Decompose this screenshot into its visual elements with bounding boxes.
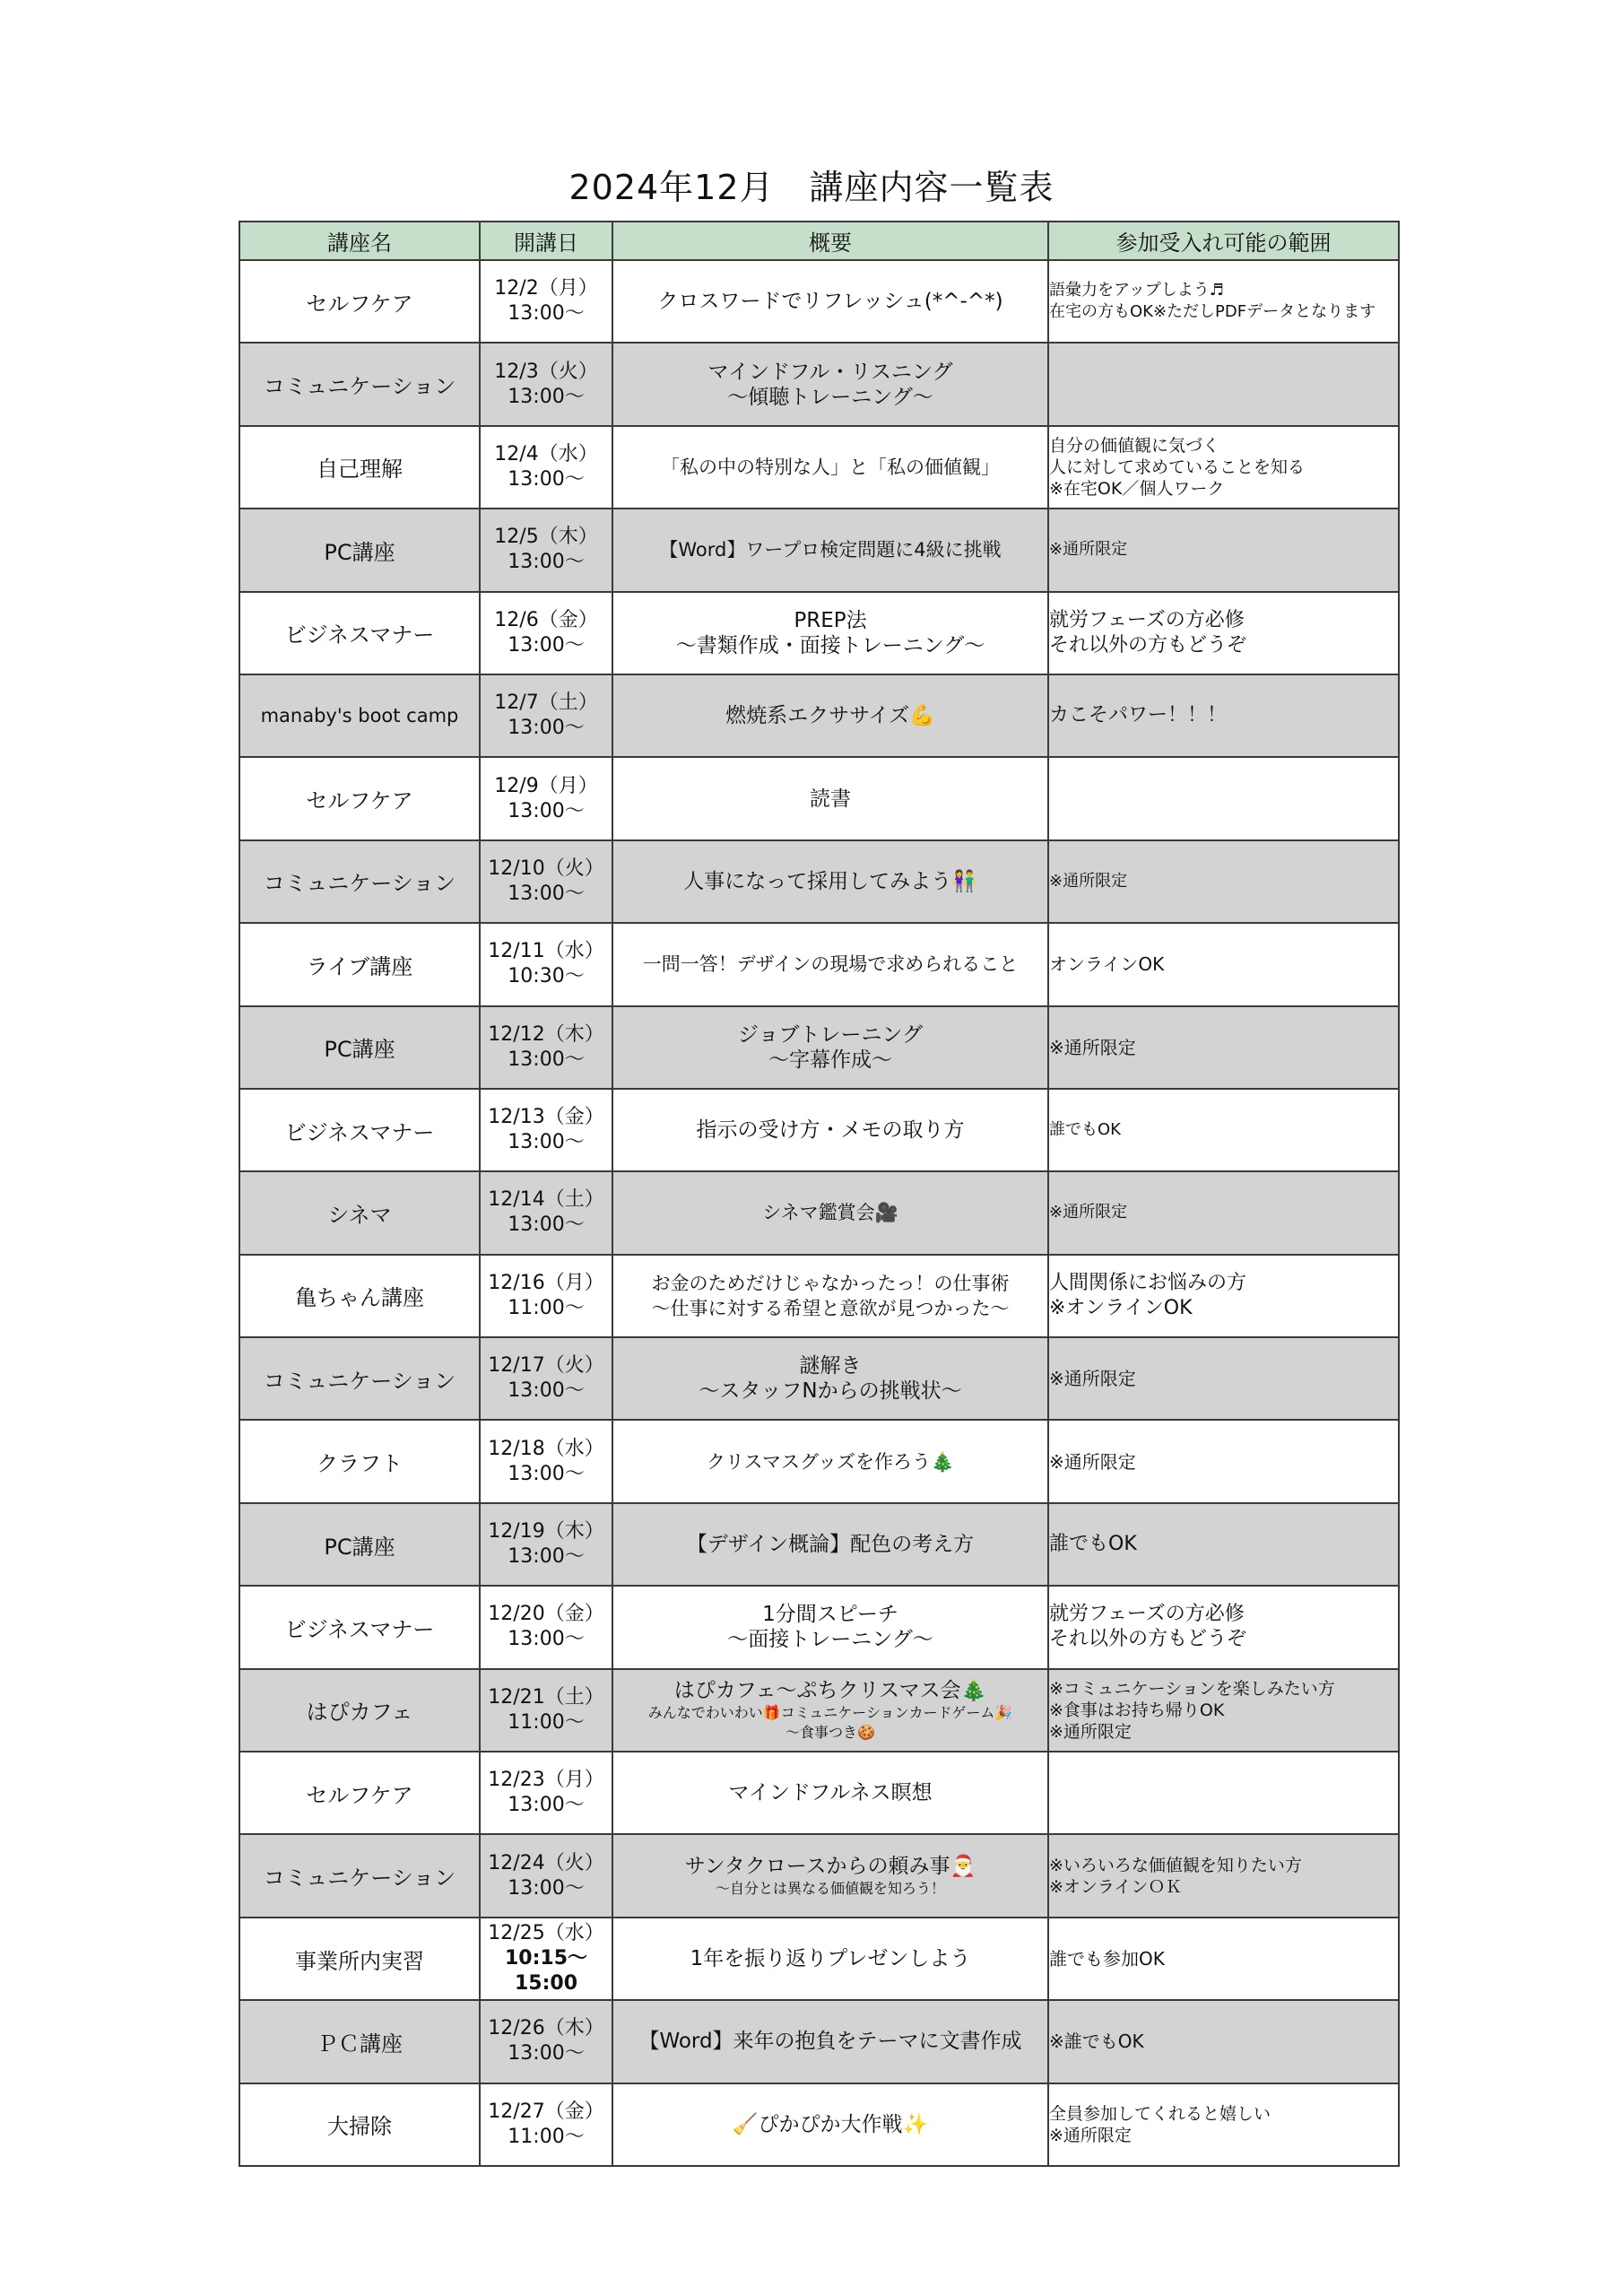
table-row [239, 592, 1399, 674]
course-date: 12/17（火） 13:00～ [480, 1337, 612, 1420]
course-summary: サンタクロースからの頼み事🎅 ～自分とは異なる価値観を知ろう！ [612, 1834, 1048, 1917]
course-name: コミュニケーション [239, 840, 480, 923]
course-name: シネマ [239, 1171, 480, 1254]
schedule-table [239, 221, 1400, 2167]
course-name: ビジネスマナー [239, 1089, 480, 1171]
course-scope: 就労フェーズの方必修 それ以外の方もどうぞ [1048, 1586, 1399, 1668]
course-scope [1048, 1752, 1399, 1834]
course-scope: 人間関係にお悩みの方 ※オンラインOK [1048, 1255, 1399, 1337]
header-scope: 参加受入れ可能の範囲 [1048, 222, 1399, 260]
table-row [239, 260, 1399, 343]
page-title: 2024年12月 講座内容一覧表 [568, 168, 1055, 207]
course-scope: ※通所限定 [1048, 1006, 1399, 1089]
course-date: 12/11（水） 10:30～ [480, 923, 612, 1005]
table-row [239, 757, 1399, 839]
course-scope: ※通所限定 [1048, 1337, 1399, 1420]
course-summary: マインドフルネス瞑想 [612, 1752, 1048, 1834]
table-row [239, 1337, 1399, 1420]
table-row [239, 1586, 1399, 1668]
course-summary: 燃焼系エクササイズ💪 [612, 674, 1048, 757]
course-date: 12/10（火） 13:00～ [480, 840, 612, 923]
course-name: manaby's boot camp [239, 674, 480, 757]
course-date: 12/9（月） 13:00～ [480, 757, 612, 839]
course-date: 12/18（水） 13:00～ [480, 1420, 612, 1502]
course-summary: 人事になって採用してみよう👫 [612, 840, 1048, 923]
course-summary: 指示の受け方・メモの取り方 [612, 1089, 1048, 1171]
course-name: セルフケア [239, 260, 480, 343]
course-scope [1048, 757, 1399, 839]
course-date: 12/14（土） 13:00～ [480, 1171, 612, 1254]
header-date: 開講日 [480, 222, 612, 260]
course-scope: 就労フェーズの方必修 それ以外の方もどうぞ [1048, 592, 1399, 674]
course-date: 12/4（水） 13:00～ [480, 426, 612, 509]
table-row [239, 1006, 1399, 1089]
course-summary: クロスワードでリフレッシュ(*^-^*) [612, 260, 1048, 343]
course-name: コミュニケーション [239, 1834, 480, 1917]
course-scope: ※通所限定 [1048, 1171, 1399, 1254]
course-date: 12/7（土） 13:00～ [480, 674, 612, 757]
course-name: セルフケア [239, 757, 480, 839]
table-row [239, 2083, 1399, 2166]
course-date: 12/23（月） 13:00～ [480, 1752, 612, 1834]
course-scope: カこそパワー！！！ [1048, 674, 1399, 757]
course-scope: 誰でもOK [1048, 1089, 1399, 1171]
course-summary: 1年を振り返りプレゼンしよう [612, 1918, 1048, 2000]
course-summary: 1分間スピーチ ～面接トレーニング～ [612, 1586, 1048, 1668]
course-summary: 【Word】来年の抱負をテーマに文書作成 [612, 2000, 1048, 2083]
course-name: セルフケア [239, 1752, 480, 1834]
course-name: ライブ講座 [239, 923, 480, 1005]
table-row [239, 1752, 1399, 1834]
course-summary: 一問一答！デザインの現場で求められること [612, 923, 1048, 1005]
course-summary: 謎解き ～スタッフNからの挑戦状～ [612, 1337, 1048, 1420]
header-summary: 概要 [612, 222, 1048, 260]
course-summary: ジョブトレーニング ～字幕作成～ [612, 1006, 1048, 1089]
course-summary: 「私の中の特別な人」と「私の価値観」 [612, 426, 1048, 509]
course-summary: 【Word】ワープロ検定問題に4級に挑戦 [612, 509, 1048, 591]
course-scope: ※通所限定 [1048, 840, 1399, 923]
table-row [239, 1089, 1399, 1171]
course-scope: 語彙力をアップしよう♬ 在宅の方もOK※ただしPDFデータとなります [1048, 260, 1399, 343]
course-scope: 誰でも参加OK [1048, 1918, 1399, 2000]
table-row [239, 1918, 1399, 2000]
course-name: ビジネスマナー [239, 1586, 480, 1668]
course-summary: お金のためだけじゃなかったっ！の仕事術 ～仕事に対する希望と意欲が見つかった～ [612, 1255, 1048, 1337]
course-date: 12/6（金） 13:00～ [480, 592, 612, 674]
course-summary: シネマ鑑賞会🎥 [612, 1171, 1048, 1254]
course-name: PC講座 [239, 509, 480, 591]
course-scope: ※通所限定 [1048, 1420, 1399, 1502]
course-name: クラフト [239, 1420, 480, 1502]
table-row [239, 1669, 1399, 1752]
table-row [239, 1420, 1399, 1502]
header-row [239, 222, 1399, 260]
table-row [239, 923, 1399, 1005]
course-scope: ※通所限定 [1048, 509, 1399, 591]
course-name: PC講座 [239, 1006, 480, 1089]
course-summary: クリスマスグッズを作ろう🎄 [612, 1420, 1048, 1502]
course-date: 12/27（金） 11:00～ [480, 2083, 612, 2166]
table-row [239, 509, 1399, 591]
course-date: 12/13（金） 13:00～ [480, 1089, 612, 1171]
table-row [239, 1834, 1399, 1917]
table-row [239, 1503, 1399, 1586]
course-name: 大掃除 [239, 2083, 480, 2166]
course-date: 12/24（火） 13:00～ [480, 1834, 612, 1917]
course-date: 12/19（木） 13:00～ [480, 1503, 612, 1586]
course-date: 12/16（月） 11:00～ [480, 1255, 612, 1337]
course-date: 12/20（金） 13:00～ [480, 1586, 612, 1668]
course-name: はぴカフェ [239, 1669, 480, 1752]
table-row [239, 840, 1399, 923]
course-summary: はぴカフェ～ぷちクリスマス会🎄 みんなでわいわい🎁コミュニケーションカードゲーム🎉 ～食事つき🍪 [612, 1669, 1048, 1752]
course-date: 12/3（火） 13:00～ [480, 343, 612, 425]
course-scope [1048, 343, 1399, 425]
table-row [239, 674, 1399, 757]
course-scope: ※誰でもOK [1048, 2000, 1399, 2083]
course-summary: 🧹ぴかぴか大作戦✨ [612, 2083, 1048, 2166]
course-scope: オンラインOK [1048, 923, 1399, 1005]
course-scope: 全員参加してくれると嬉しい ※通所限定 [1048, 2083, 1399, 2166]
course-name: コミュニケーション [239, 1337, 480, 1420]
table-row [239, 1171, 1399, 1254]
table-row [239, 426, 1399, 509]
course-name: 亀ちゃん講座 [239, 1255, 480, 1337]
course-scope: ※いろいろな価値観を知りたい方 ※オンラインＯＫ [1048, 1834, 1399, 1917]
course-name: 事業所内実習 [239, 1918, 480, 2000]
course-scope: ※コミュニケーションを楽しみたい方 ※食事はお持ち帰りOK ※通所限定 [1048, 1669, 1399, 1752]
course-date: 12/21（土） 11:00～ [480, 1669, 612, 1752]
header-course-name: 講座名 [239, 222, 480, 260]
course-date: 12/25（水） 10:15～15:00 [480, 1918, 612, 2000]
course-name: 自己理解 [239, 426, 480, 509]
course-summary: 読書 [612, 757, 1048, 839]
course-date: 12/2（月） 13:00～ [480, 260, 612, 343]
course-name: コミュニケーション [239, 343, 480, 425]
table-row [239, 1255, 1399, 1337]
course-summary: マインドフル・リスニング ～傾聴トレーニング～ [612, 343, 1048, 425]
course-scope: 自分の価値観に気づく 人に対して求めていることを知る ※在宅OK／個人ワーク [1048, 426, 1399, 509]
course-summary: 【デザイン概論】配色の考え方 [612, 1503, 1048, 1586]
course-name: PC講座 [239, 1503, 480, 1586]
course-date: 12/12（木） 13:00～ [480, 1006, 612, 1089]
course-scope: 誰でもOK [1048, 1503, 1399, 1586]
course-summary: PREP法 ～書類作成・面接トレーニング～ [612, 592, 1048, 674]
table-row [239, 343, 1399, 425]
course-name: ＰＣ講座 [239, 2000, 480, 2083]
course-date: 12/5（木） 13:00～ [480, 509, 612, 591]
course-date: 12/26（木） 13:00～ [480, 2000, 612, 2083]
table-row [239, 2000, 1399, 2083]
course-name: ビジネスマナー [239, 592, 480, 674]
